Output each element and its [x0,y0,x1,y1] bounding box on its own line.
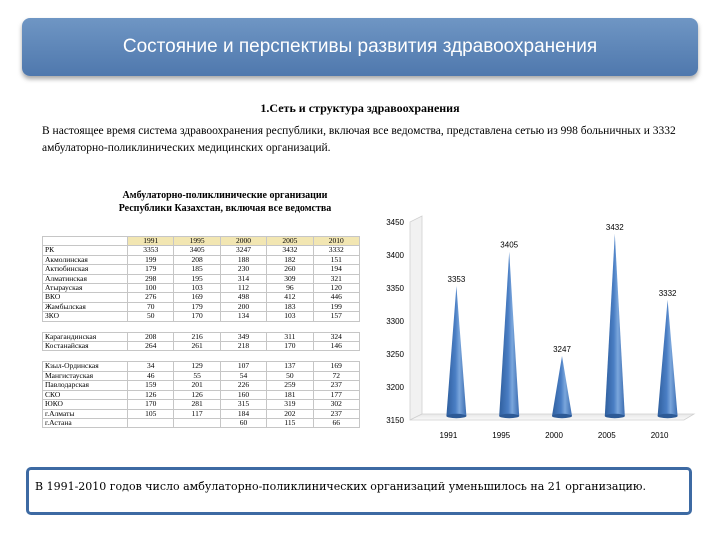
value-cell: 3353 [128,246,174,255]
value-cell: 3332 [313,246,359,255]
value-cell: 226 [220,381,266,390]
value-cell: 46 [128,371,174,380]
value-cell: 259 [267,381,313,390]
spacer-cell [43,321,360,332]
value-cell: 195 [174,274,220,283]
region-cell: Акмолинская [43,255,128,264]
data-label: 3247 [553,344,571,354]
value-cell [128,418,174,427]
table-row [43,246,360,255]
region-cell: ВКО [43,293,128,302]
value-cell: 179 [128,265,174,274]
x-tick-label: 2010 [650,431,669,440]
year-header-cell: 2000 [220,237,266,246]
y-tick-label: 3250 [386,350,404,359]
value-cell: 298 [128,274,174,283]
value-cell: 60 [220,418,266,427]
value-cell: 70 [128,302,174,311]
value-cell: 184 [220,409,266,418]
value-cell: 169 [174,293,220,302]
region-cell: Мангистауская [43,371,128,380]
value-cell: 185 [174,265,220,274]
value-cell: 129 [174,362,220,371]
value-cell: 230 [220,265,266,274]
value-cell: 117 [174,409,220,418]
value-cell: 181 [267,390,313,399]
value-cell [174,418,220,427]
value-cell: 200 [220,302,266,311]
spacer-cell [43,351,360,362]
table-spacer-row [43,321,360,332]
data-label: 3432 [605,222,624,232]
value-cell: 112 [220,284,266,293]
table-title-line-2: Республики Казахстан, включая все ведомства [118,203,332,214]
y-tick-label: 3350 [386,284,404,293]
y-tick-label: 3400 [386,251,404,260]
value-cell: 218 [220,342,266,351]
value-cell: 237 [313,409,359,418]
page-title: Состояние и перспективы развития здравоохранения [122,36,598,57]
y-tick-label: 3150 [386,416,404,425]
value-cell: 137 [267,362,313,371]
value-cell: 302 [313,400,359,409]
region-cell: г.Астана [43,418,128,427]
x-tick-label: 2000 [545,431,563,440]
value-cell: 105 [128,409,174,418]
value-cell: 194 [313,265,359,274]
value-cell: 276 [128,293,174,302]
value-cell: 107 [220,362,266,371]
value-cell: 100 [128,284,174,293]
cone-base [552,414,572,418]
value-cell: 237 [313,381,359,390]
value-cell: 315 [220,400,266,409]
region-cell: ЮКО [43,400,128,409]
x-tick-label: 1995 [492,431,511,440]
summary-text: В 1991-2010 годов число амбулаторно-поликлинических организаций уменьшилось на 21 организацию. [35,480,646,493]
cone-chart [368,212,700,448]
value-cell: 126 [174,390,220,399]
value-cell: 183 [267,302,313,311]
value-cell: 72 [313,371,359,380]
section-heading: 1.Сеть и структура здравоохранения [260,101,460,115]
cone-base [605,414,625,418]
value-cell: 34 [128,362,174,371]
value-cell: 199 [128,255,174,264]
value-cell: 177 [313,390,359,399]
region-cell: Актюбинская [43,265,128,274]
value-cell: 170 [128,400,174,409]
cone-base [446,414,466,418]
value-cell: 50 [267,371,313,380]
value-cell: 103 [174,284,220,293]
data-label: 3353 [447,275,466,285]
value-cell: 134 [220,312,266,321]
value-cell: 103 [267,312,313,321]
table-row [43,293,360,302]
chart-side-wall [410,216,422,420]
y-tick-label: 3200 [386,383,404,392]
header-corner-cell [43,237,128,246]
data-table [42,236,360,428]
value-cell: 115 [267,418,313,427]
region-cell: Кзыл-Ординская [43,362,128,371]
value-cell: 126 [128,390,174,399]
region-cell: г.Алматы [43,409,128,418]
value-cell: 3432 [267,246,313,255]
value-cell: 182 [267,255,313,264]
year-header-cell: 1991 [128,237,174,246]
data-label: 3405 [500,240,519,250]
value-cell: 157 [313,312,359,321]
table-row [43,362,360,371]
table-row [43,381,360,390]
value-cell: 314 [220,274,266,283]
intro-paragraph: В настоящее время система здравоохранения республики, включая все ведомства, представлена сетью из 998 больничных и 3332 амбулаторно-поликлинических медицинских организаций. [42,125,676,154]
value-cell: 170 [267,342,313,351]
value-cell: 208 [128,332,174,341]
value-cell: 202 [267,409,313,418]
value-cell: 160 [220,390,266,399]
value-cell: 188 [220,255,266,264]
value-cell: 260 [267,265,313,274]
value-cell: 201 [174,381,220,390]
value-cell: 446 [313,293,359,302]
table-row [43,400,360,409]
value-cell: 349 [220,332,266,341]
region-cell: Костанайская [43,342,128,351]
x-tick-label: 2005 [597,431,616,440]
region-cell: Жамбылская [43,302,128,311]
year-header-cell: 1995 [174,237,220,246]
value-cell: 199 [313,302,359,311]
value-cell: 498 [220,293,266,302]
cone-bar [658,300,678,416]
value-cell: 179 [174,302,220,311]
region-cell: РК [43,246,128,255]
region-cell: ЗКО [43,312,128,321]
data-label: 3332 [658,288,677,298]
year-header-cell: 2010 [313,237,359,246]
year-header-cell: 2005 [267,237,313,246]
region-cell: Карагандинская [43,332,128,341]
table-row [43,265,360,274]
y-tick-label: 3300 [386,317,404,326]
cone-bar [499,252,519,416]
value-cell: 151 [313,255,359,264]
table-spacer-row [43,351,360,362]
value-cell: 3247 [220,246,266,255]
cone-bar [605,234,625,416]
value-cell: 281 [174,400,220,409]
value-cell: 170 [174,312,220,321]
value-cell: 324 [313,332,359,341]
value-cell: 159 [128,381,174,390]
value-cell: 216 [174,332,220,341]
table-title [80,189,370,215]
region-cell: СКО [43,390,128,399]
value-cell: 146 [313,342,359,351]
value-cell: 412 [267,293,313,302]
cone-bar [552,356,572,416]
value-cell: 309 [267,274,313,283]
cone-bar [446,286,466,416]
table-row [43,418,360,427]
value-cell: 319 [267,400,313,409]
table-row [43,409,360,418]
value-cell: 120 [313,284,359,293]
value-cell: 321 [313,274,359,283]
value-cell: 55 [174,371,220,380]
value-cell: 208 [174,255,220,264]
region-cell: Павлодарская [43,381,128,390]
value-cell: 311 [267,332,313,341]
value-cell: 66 [313,418,359,427]
cone-base [499,414,519,418]
y-tick-label: 3450 [386,218,404,227]
value-cell: 50 [128,312,174,321]
x-tick-label: 1991 [439,431,458,440]
value-cell: 96 [267,284,313,293]
value-cell: 264 [128,342,174,351]
table-row [43,312,360,321]
region-cell: Атырауская [43,284,128,293]
value-cell: 169 [313,362,359,371]
cone-base [658,414,678,418]
value-cell: 261 [174,342,220,351]
table-row [43,342,360,351]
title-banner [22,18,698,76]
value-cell: 3405 [174,246,220,255]
region-cell: Алматинская [43,274,128,283]
table-title-line-1: Амбулаторно-поликлинические организации [122,190,328,201]
value-cell: 54 [220,371,266,380]
summary-box [26,467,692,515]
